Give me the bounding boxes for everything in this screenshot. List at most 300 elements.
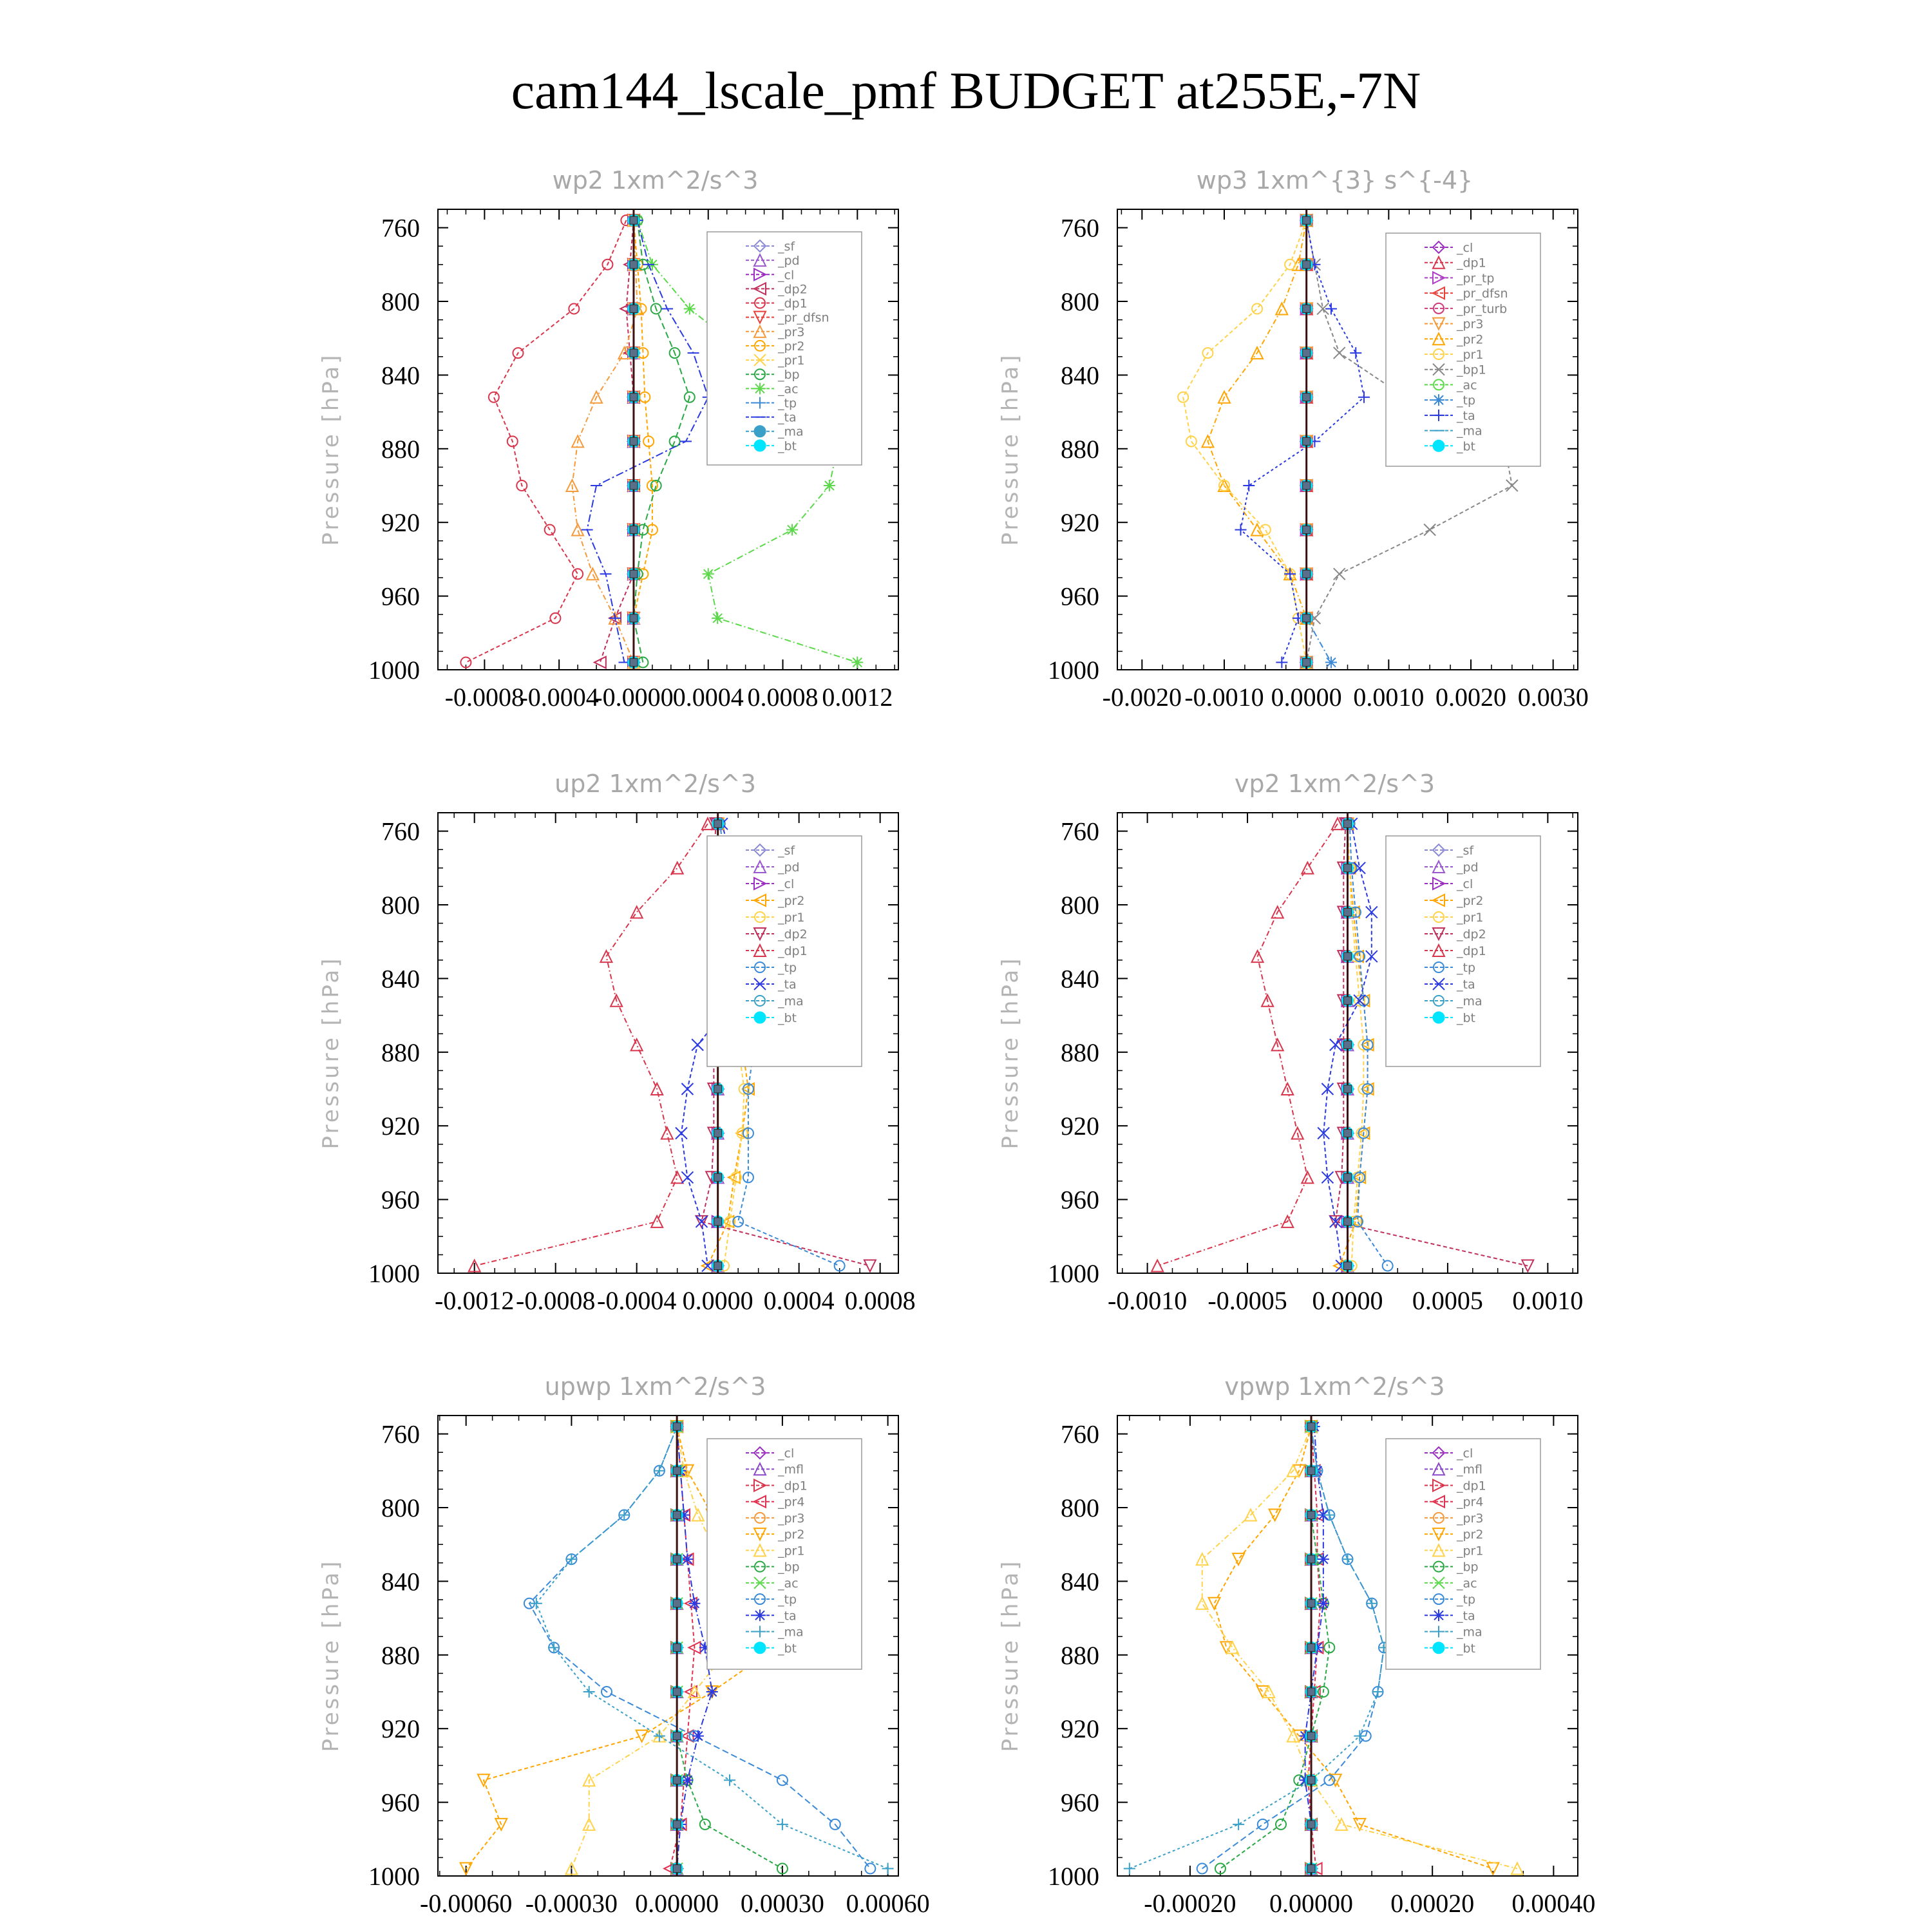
x-tick-label: -0.0004 xyxy=(519,683,599,712)
data-point-ta xyxy=(1318,1598,1329,1609)
zero-bundle-marker xyxy=(714,820,722,828)
legend-label: _pr4 xyxy=(778,1495,805,1510)
legend-label: _pr2 xyxy=(778,894,805,908)
legend-label: _bt xyxy=(778,1641,797,1656)
data-point-ac xyxy=(824,480,835,491)
y-tick-label: 880 xyxy=(381,1640,420,1670)
zero-bundle-marker xyxy=(673,1643,681,1651)
y-tick-label: 920 xyxy=(381,508,420,538)
legend-marker xyxy=(754,1642,766,1654)
zero-bundle-marker xyxy=(1303,526,1311,534)
y-tick-label: 1000 xyxy=(1048,656,1099,685)
data-point-dp2 xyxy=(864,1260,876,1272)
legend-label: _dp1 xyxy=(778,1479,808,1493)
chart-panel xyxy=(318,166,898,712)
zero-bundle-marker xyxy=(1344,1173,1352,1181)
y-tick-label: 1000 xyxy=(368,656,420,685)
legend-label: _mfl xyxy=(1457,1463,1482,1477)
zero-bundle-marker xyxy=(673,1600,681,1607)
zero-bundle-marker xyxy=(673,1688,681,1696)
data-point-ta xyxy=(1243,480,1255,491)
legend-label: _dp2 xyxy=(778,927,808,942)
x-tick-label: -0.0005 xyxy=(1208,1286,1287,1315)
zero-bundle-marker xyxy=(1344,1262,1352,1270)
x-tick-label: 0.0008 xyxy=(747,683,819,712)
y-tick-label: 920 xyxy=(381,1714,420,1744)
zero-bundle-marker xyxy=(1303,216,1311,224)
data-point-ta xyxy=(1366,906,1378,918)
data-point-bp1 xyxy=(1334,347,1345,359)
y-tick-label: 760 xyxy=(1061,817,1099,846)
panel-title: upwp 1xm^2/s^3 xyxy=(544,1372,766,1401)
zero-bundle-marker xyxy=(630,261,638,269)
zero-bundle-marker xyxy=(1344,952,1352,960)
y-tick-label: 880 xyxy=(381,434,420,464)
data-point-ac xyxy=(851,657,863,668)
y-tick-label: 920 xyxy=(381,1112,420,1141)
y-tick-label: 960 xyxy=(381,1788,420,1817)
data-point-ma xyxy=(654,1730,665,1742)
zero-bundle-marker xyxy=(1307,1511,1315,1519)
legend-label: _pr_turb xyxy=(1457,301,1508,316)
zero-bundle-marker xyxy=(714,1218,722,1226)
zero-bundle-marker xyxy=(1303,349,1311,357)
legend-marker xyxy=(1433,394,1444,406)
y-axis-label: Pressure [hPa] xyxy=(318,352,344,546)
legend-label: _ta xyxy=(778,410,797,425)
legend-label: _tp xyxy=(1457,961,1476,975)
data-point-ta xyxy=(1330,1039,1341,1050)
data-point-pr1 xyxy=(583,1819,595,1830)
data-point-ta xyxy=(688,1598,700,1609)
x-tick-label: 0.00000 xyxy=(635,1889,719,1918)
x-tick-label: 0.0012 xyxy=(822,683,893,712)
zero-bundle-marker xyxy=(630,482,638,489)
y-axis-label: Pressure [hPa] xyxy=(998,1558,1023,1752)
x-tick-label: 0.00030 xyxy=(740,1889,824,1918)
legend-marker xyxy=(754,1609,766,1621)
x-tick-label: -0.0020 xyxy=(1102,683,1182,712)
legend-label: _pr1 xyxy=(778,1544,805,1558)
y-tick-label: 840 xyxy=(1061,361,1099,390)
x-tick-label: -0.0004 xyxy=(597,1286,677,1315)
panel-title: wp2 1xm^2/s^3 xyxy=(552,166,759,194)
x-tick-label: 0.0000 xyxy=(682,1286,753,1315)
x-tick-label: 0.0030 xyxy=(1517,683,1589,712)
legend-label: _bt xyxy=(1457,1011,1476,1025)
legend-label: _ta xyxy=(1457,978,1475,992)
legend-marker xyxy=(754,426,766,437)
zero-bundle-marker xyxy=(673,1467,681,1475)
legend-label: _ta xyxy=(778,1609,797,1624)
legend-label: _pr2 xyxy=(778,1528,805,1542)
data-point-ta xyxy=(676,1128,687,1139)
zero-bundle-marker xyxy=(1344,1218,1352,1226)
x-tick-label: 0.0000 xyxy=(1312,1286,1383,1315)
series-line-dp1 xyxy=(466,220,626,662)
zero-bundle-marker xyxy=(1307,1643,1315,1651)
x-tick-label: 0.0008 xyxy=(844,1286,916,1315)
x-tick-label: 0.0020 xyxy=(1435,683,1507,712)
legend-label: _dp1 xyxy=(1457,944,1486,958)
y-tick-label: 800 xyxy=(1061,1493,1099,1522)
legend-label: _bt xyxy=(1457,439,1476,454)
legend-label: _dp1 xyxy=(778,944,808,958)
data-point-ta xyxy=(682,1553,694,1565)
x-tick-label: 0.0010 xyxy=(1353,683,1425,712)
data-point-ma xyxy=(1233,1819,1244,1830)
chart-panel xyxy=(998,1372,1595,1918)
y-tick-label: 920 xyxy=(1061,1112,1099,1141)
y-tick-label: 960 xyxy=(1061,582,1099,611)
zero-bundle-marker xyxy=(673,1511,681,1519)
legend-label: _pr1 xyxy=(1457,911,1484,925)
y-tick-label: 880 xyxy=(1061,434,1099,464)
legend-label: _ac xyxy=(778,382,799,397)
legend-label: _cl xyxy=(1457,241,1473,255)
zero-bundle-marker xyxy=(1307,1555,1315,1563)
y-tick-label: 840 xyxy=(1061,1567,1099,1596)
zero-bundle-marker xyxy=(1303,570,1311,578)
y-tick-label: 1000 xyxy=(368,1862,420,1891)
zero-bundle-marker xyxy=(1303,393,1311,401)
data-point-ta xyxy=(706,1686,718,1698)
zero-bundle-marker xyxy=(673,1821,681,1828)
legend xyxy=(707,232,862,465)
legend-label: _dp1 xyxy=(778,296,808,311)
series-line-dp1 xyxy=(1157,824,1338,1265)
data-point-tp xyxy=(865,1864,875,1874)
legend-label: _sf xyxy=(778,844,795,858)
data-point-pr1 xyxy=(1336,1819,1347,1830)
legend-label: _bp xyxy=(1457,1560,1479,1575)
zero-bundle-marker xyxy=(1303,614,1311,622)
legend-label: _dp1 xyxy=(1457,1479,1486,1493)
y-tick-label: 840 xyxy=(1061,964,1099,994)
data-point-dp1 xyxy=(1302,1171,1313,1183)
legend-label: _tp xyxy=(778,1593,797,1607)
chart-panel xyxy=(318,1372,930,1918)
zero-bundle-marker xyxy=(1307,1600,1315,1607)
legend-label: _pr2 xyxy=(778,339,805,354)
legend-label: _pr1 xyxy=(1457,1544,1484,1558)
data-point-dp1 xyxy=(661,1128,673,1139)
y-tick-label: 800 xyxy=(381,891,420,920)
data-point-dp1 xyxy=(489,392,499,402)
zero-bundle-marker xyxy=(1307,1776,1315,1784)
zero-bundle-marker xyxy=(630,216,638,224)
data-point-dp1 xyxy=(672,1171,683,1183)
legend xyxy=(1386,836,1540,1066)
data-point-pr1 xyxy=(1227,1642,1238,1653)
y-tick-label: 760 xyxy=(1061,1419,1099,1449)
zero-bundle-marker xyxy=(1344,864,1352,872)
y-tick-label: 960 xyxy=(381,582,420,611)
data-point-bp1 xyxy=(1424,524,1435,536)
x-tick-label: -0.0010 xyxy=(1184,683,1264,712)
legend xyxy=(1386,1439,1540,1669)
data-point-ta xyxy=(681,1083,693,1095)
y-axis-label: Pressure [hPa] xyxy=(998,956,1023,1150)
zero-bundle-marker xyxy=(673,1423,681,1430)
zero-bundle-marker xyxy=(630,526,638,534)
data-point-ma xyxy=(583,1686,595,1698)
data-point-pr2 xyxy=(1233,1553,1244,1565)
x-tick-label: 0.0010 xyxy=(1512,1286,1584,1315)
legend-label: _tp xyxy=(1457,393,1476,408)
zero-bundle-marker xyxy=(630,305,638,312)
x-tick-label: 0.00000 xyxy=(1269,1889,1354,1918)
legend-label: _pr1 xyxy=(1457,348,1484,362)
legend-label: _cl xyxy=(1457,877,1473,891)
y-axis-label: Pressure [hPa] xyxy=(318,1558,344,1752)
legend-label: _pr4 xyxy=(1457,1495,1484,1510)
legend-label: _dp1 xyxy=(1457,256,1486,270)
x-tick-label: -0.0008 xyxy=(444,683,525,712)
legend-label: _pr3 xyxy=(1457,317,1484,332)
legend-label: _sf xyxy=(1457,844,1474,858)
legend-label: _ta xyxy=(778,978,797,992)
zero-bundle-marker xyxy=(714,1130,722,1137)
zero-bundle-marker xyxy=(673,1555,681,1563)
y-tick-label: 840 xyxy=(381,964,420,994)
legend-label: _tp xyxy=(778,961,797,975)
legend-label: _pr_tp xyxy=(1457,271,1495,286)
zero-bundle-marker xyxy=(714,1085,722,1093)
x-tick-label: -0.00060 xyxy=(420,1889,513,1918)
y-tick-label: 960 xyxy=(381,1185,420,1215)
legend-label: _cl xyxy=(778,1446,795,1461)
x-tick-label: -0.0000 xyxy=(594,683,674,712)
data-point-ta xyxy=(1350,347,1361,359)
legend-label: _pr3 xyxy=(778,325,805,339)
y-tick-label: 760 xyxy=(381,817,420,846)
data-point-tp xyxy=(1258,1819,1268,1830)
panel-title: wp3 1xm^{3} s^{-4} xyxy=(1196,166,1473,194)
data-point-ta xyxy=(682,1774,694,1786)
zero-bundle-marker xyxy=(1307,1732,1315,1740)
data-point-dp1 xyxy=(631,1039,643,1050)
zero-bundle-marker xyxy=(630,614,638,622)
data-point-ta xyxy=(692,1730,704,1742)
y-tick-label: 960 xyxy=(1061,1185,1099,1215)
data-point-ta xyxy=(1318,1553,1329,1565)
data-point-bp1 xyxy=(1506,480,1518,491)
zero-bundle-marker xyxy=(1303,482,1311,489)
legend-marker xyxy=(754,383,766,394)
data-point-pr3 xyxy=(587,568,598,580)
x-tick-label: -0.00030 xyxy=(525,1889,618,1918)
zero-bundle-marker xyxy=(630,437,638,445)
panel-title: vpwp 1xm^2/s^3 xyxy=(1224,1372,1445,1401)
y-tick-label: 800 xyxy=(381,1493,420,1522)
data-point-ac xyxy=(703,568,714,580)
legend-label: _pr_dfsn xyxy=(1457,287,1508,301)
legend-label: _cl xyxy=(1457,1446,1473,1461)
legend-label: _ma xyxy=(778,1625,804,1640)
x-tick-label: -0.00020 xyxy=(1144,1889,1236,1918)
panels-container xyxy=(318,166,1595,1918)
zero-bundle-marker xyxy=(1307,1423,1315,1430)
figure-title: cam144_lscale_pmf BUDGET at255E,-7N xyxy=(511,61,1421,120)
legend-label: _ta xyxy=(1457,408,1475,423)
legend-label: _ta xyxy=(1457,1609,1475,1624)
zero-bundle-marker xyxy=(630,570,638,578)
y-axis-label: Pressure [hPa] xyxy=(318,956,344,1150)
legend-label: _bp1 xyxy=(1457,363,1486,377)
legend-label: _pr3 xyxy=(778,1511,805,1526)
legend-label: _sf xyxy=(778,240,795,254)
data-point-ac xyxy=(712,612,723,624)
legend-label: _ma xyxy=(1457,1625,1482,1640)
chart-panel xyxy=(318,770,916,1315)
zero-bundle-marker xyxy=(1344,820,1352,828)
y-tick-label: 1000 xyxy=(1048,1862,1099,1891)
data-point-pr2 xyxy=(1209,1598,1220,1609)
data-point-pr1 xyxy=(1260,525,1271,535)
chart-panel xyxy=(998,166,1589,712)
zero-bundle-marker xyxy=(1344,1130,1352,1137)
y-tick-label: 760 xyxy=(1061,213,1099,243)
y-tick-label: 1000 xyxy=(368,1259,420,1288)
data-point-dp1 xyxy=(1302,862,1313,874)
data-point-dp1 xyxy=(1151,1260,1163,1272)
zero-bundle-marker xyxy=(1307,1688,1315,1696)
y-tick-label: 760 xyxy=(381,1419,420,1449)
legend-label: _tp xyxy=(1457,1593,1476,1607)
y-tick-label: 800 xyxy=(1061,287,1099,316)
data-point-ta xyxy=(1235,524,1247,536)
data-point-pr1 xyxy=(692,1509,704,1520)
zero-bundle-marker xyxy=(1303,305,1311,312)
data-point-pr1 xyxy=(1287,1730,1299,1742)
legend-label: _bt xyxy=(778,1011,797,1025)
zero-bundle-marker xyxy=(1307,1467,1315,1475)
data-point-tp xyxy=(733,1217,743,1227)
series-line-pr2 xyxy=(1208,220,1306,662)
data-point-ta xyxy=(1358,392,1370,403)
legend xyxy=(707,1439,862,1669)
x-tick-label: -0.0008 xyxy=(516,1286,596,1315)
legend-label: _dp2 xyxy=(1457,927,1486,942)
legend-label: _pr2 xyxy=(1457,1528,1484,1542)
legend-label: _mfl xyxy=(778,1463,804,1477)
zero-bundle-marker xyxy=(673,1732,681,1740)
legend-marker xyxy=(1433,1642,1444,1654)
legend-label: _bt xyxy=(1457,1641,1476,1656)
legend xyxy=(707,836,862,1066)
zero-bundle-marker xyxy=(630,349,638,357)
y-tick-label: 840 xyxy=(381,1567,420,1596)
series-line-dp1 xyxy=(475,824,708,1265)
legend-label: _pr1 xyxy=(778,354,805,368)
y-tick-label: 880 xyxy=(1061,1640,1099,1670)
x-tick-label: 0.0004 xyxy=(672,683,744,712)
y-tick-label: 920 xyxy=(1061,508,1099,538)
zero-bundle-marker xyxy=(630,393,638,401)
zero-bundle-marker xyxy=(673,1776,681,1784)
zero-bundle-marker xyxy=(1344,997,1352,1005)
zero-bundle-marker xyxy=(673,1865,681,1873)
series-line-pr1 xyxy=(1183,220,1307,662)
legend-label: _pd xyxy=(778,860,800,875)
legend-marker xyxy=(754,1012,766,1023)
x-tick-label: 0.0005 xyxy=(1412,1286,1483,1315)
x-tick-label: 0.00060 xyxy=(846,1889,930,1918)
legend-label: _ac xyxy=(1457,1576,1477,1591)
y-tick-label: 880 xyxy=(381,1037,420,1067)
panel-title: up2 1xm^2/s^3 xyxy=(554,770,756,798)
x-tick-label: 0.00020 xyxy=(1390,1889,1475,1918)
data-point-pr2 xyxy=(1269,1509,1281,1520)
data-point-bp1 xyxy=(1334,568,1345,580)
data-point-pr2 xyxy=(636,1730,648,1742)
x-tick-label: -0.0012 xyxy=(435,1286,515,1315)
zero-bundle-marker xyxy=(630,659,638,667)
legend-label: _bp xyxy=(778,368,800,383)
zero-bundle-marker xyxy=(1303,437,1311,445)
data-point-ta xyxy=(692,1039,703,1050)
legend-label: _pr1 xyxy=(778,911,805,925)
y-tick-label: 800 xyxy=(1061,891,1099,920)
x-tick-label: 0.00040 xyxy=(1511,1889,1596,1918)
chart-panel xyxy=(998,770,1583,1315)
legend-marker xyxy=(1433,1012,1444,1023)
y-tick-label: 840 xyxy=(381,361,420,390)
legend xyxy=(1386,233,1540,466)
legend-label: _pd xyxy=(1457,860,1479,875)
zero-bundle-marker xyxy=(1307,1821,1315,1828)
y-tick-label: 920 xyxy=(1061,1714,1099,1744)
legend-label: _ma xyxy=(1457,424,1482,439)
panel-title: vp2 1xm^2/s^3 xyxy=(1234,770,1435,798)
legend-label: _bt xyxy=(778,439,797,453)
data-point-dp1 xyxy=(573,569,583,579)
series-line-ma xyxy=(1130,1426,1384,1868)
legend-label: _ma xyxy=(778,424,804,439)
legend-label: _ac xyxy=(778,1576,799,1591)
legend-label: _dp2 xyxy=(778,282,808,297)
legend-label: _pr2 xyxy=(1457,332,1484,347)
legend-label: _cl xyxy=(778,877,795,891)
zero-bundle-marker xyxy=(1344,908,1352,916)
y-tick-label: 760 xyxy=(381,213,420,243)
zero-bundle-marker xyxy=(1344,1041,1352,1048)
data-point-ma xyxy=(1124,1863,1135,1875)
legend-label: _cl xyxy=(778,268,795,283)
legend-label: _pr2 xyxy=(1457,894,1484,908)
data-point-tp xyxy=(777,1775,788,1785)
zero-bundle-marker xyxy=(1307,1865,1315,1873)
legend-label: _pr_dfsn xyxy=(778,310,829,325)
x-tick-label: -0.0010 xyxy=(1107,1286,1188,1315)
x-tick-label: 0.0000 xyxy=(1271,683,1342,712)
zero-bundle-marker xyxy=(714,1173,722,1181)
data-point-pr2 xyxy=(1276,303,1287,314)
legend-label: _pd xyxy=(778,254,800,269)
legend-label: _bp xyxy=(778,1560,800,1575)
zero-bundle-marker xyxy=(1303,659,1311,667)
legend-label: _pr3 xyxy=(1457,1511,1484,1526)
zero-bundle-marker xyxy=(714,1262,722,1270)
data-point-pr1 xyxy=(1252,303,1262,314)
y-tick-label: 960 xyxy=(1061,1788,1099,1817)
y-tick-label: 800 xyxy=(381,287,420,316)
data-point-ac xyxy=(684,303,696,314)
legend-label: _ma xyxy=(778,994,804,1009)
y-tick-label: 1000 xyxy=(1048,1259,1099,1288)
data-point-pr1 xyxy=(1197,1598,1208,1609)
